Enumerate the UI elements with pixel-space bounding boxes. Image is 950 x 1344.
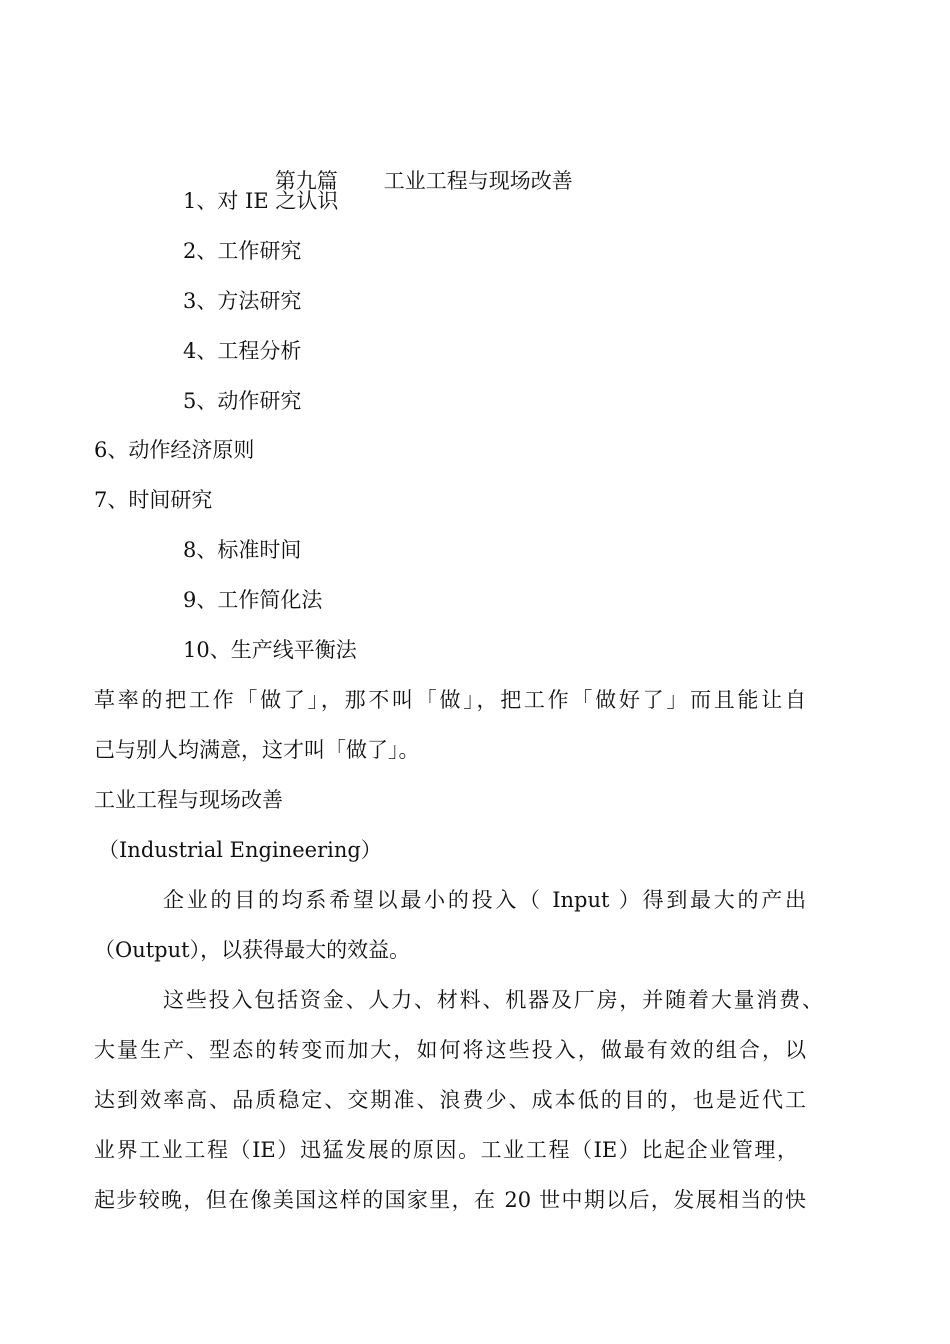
paragraph2-line-2: 大量生产、型态的转变而加大，如何将这些投入，做最有效的组合，以 xyxy=(94,1038,806,1062)
toc-item-4: 4、工程分析 xyxy=(183,339,302,363)
quote-line-2: 己与别人均满意，这才叫「做了」。 xyxy=(94,738,420,762)
toc-item-9: 9、工作简化法 xyxy=(183,588,323,612)
paragraph2-line-4: 业界工业工程（IE）迅猛发展的原因。工业工程（IE）比起企业管理， xyxy=(94,1138,798,1162)
toc-item-2: 2、工作研究 xyxy=(183,239,302,263)
paragraph2-line-1: 这些投入包括资金、人力、材料、机器及厂房，并随着大量消费、 xyxy=(163,988,823,1012)
toc-item-1: 1、对 IE 之认识 xyxy=(183,189,339,213)
toc-item-6: 6、动作经济原则 xyxy=(94,438,255,462)
toc-item-5: 5、动作研究 xyxy=(183,389,302,413)
chapter-title: 工业工程与现场改善 xyxy=(383,169,573,193)
paragraph1-line-2: （Output），以获得最大的效益。 xyxy=(94,938,411,962)
toc-item-7: 7、时间研究 xyxy=(94,488,213,512)
toc-item-10: 10、生产线平衡法 xyxy=(183,638,357,662)
chapter-number: 第九篇 xyxy=(274,169,338,193)
paragraph1-line-1: 企业的目的均系希望以最小的投入（ Input ）得到最大的产出 xyxy=(163,888,806,912)
paragraph2-line-5: 起步较晚，但在像美国这样的国家里，在 20 世中期以后，发展相当的快 xyxy=(94,1188,806,1212)
section-subtitle: （Industrial Engineering） xyxy=(98,838,382,862)
section-title: 工业工程与现场改善 xyxy=(94,788,283,812)
toc-item-3: 3、方法研究 xyxy=(183,289,302,313)
paragraph2-line-3: 达到效率高、品质稳定、交期准、浪费少、成本低的目的，也是近代工 xyxy=(94,1088,806,1112)
quote-line-1: 草率的把工作「做了」，那不叫「做」，把工作「做好了」而且能让自 xyxy=(94,688,806,712)
toc-item-8: 8、标准时间 xyxy=(183,538,302,562)
